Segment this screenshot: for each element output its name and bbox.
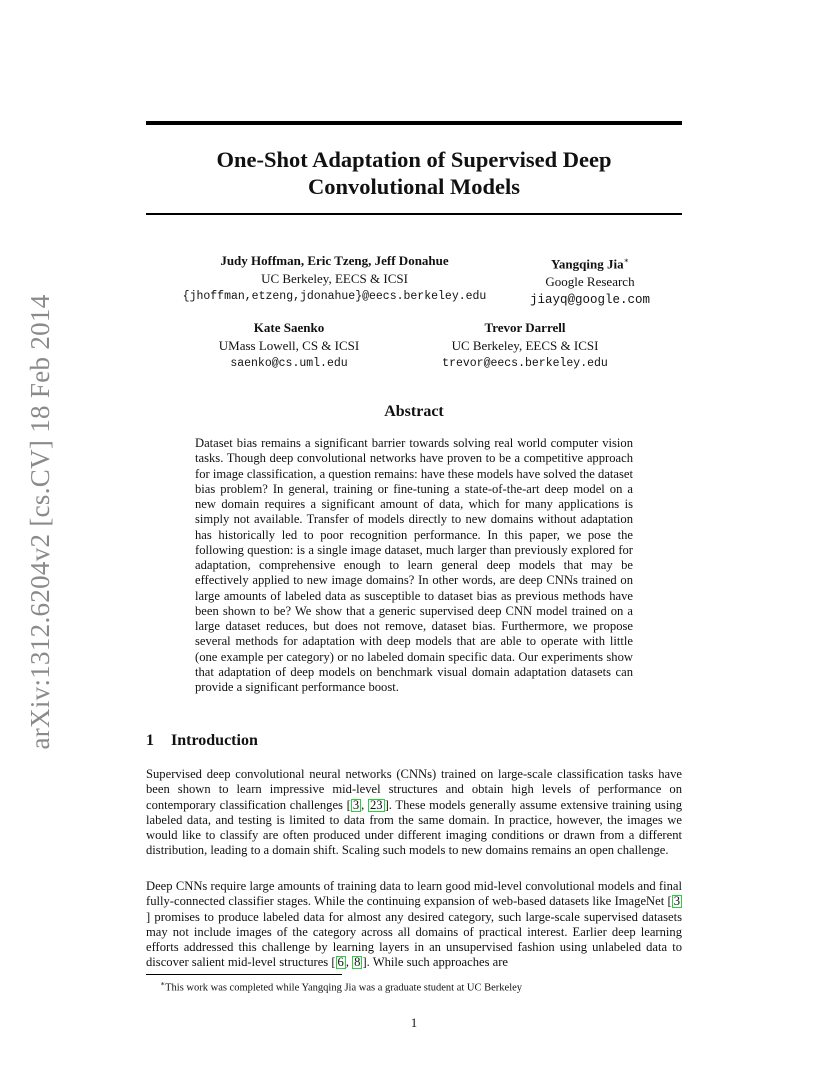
citation-link[interactable]: 3 — [352, 797, 360, 812]
author-names — [520, 252, 660, 273]
author-block-darrell — [432, 319, 618, 373]
author-block-berkeley — [162, 252, 507, 306]
paragraph-text: ] promises to produce labeled data for almost any desired category, such large-scale supervised datasets may not include images of the category across all domains of practical interest. Earlier deep learning efforts addressed this challenge by learning layers in an unsupervised fashion using unlabeled data to discover salient mid-level structures [ — [146, 909, 682, 970]
paragraph-text: ]. While such approaches are — [362, 955, 509, 970]
section-title: Introduction — [171, 732, 258, 749]
author-names: Kate Saenko — [253, 320, 325, 335]
footnote-text: This work was completed while Yangqing Jia was a graduate student at UC Berkeley — [165, 982, 523, 994]
paragraph-text: ]. These models generally assume extensive training using labeled data, and testing is limited to data from the same domain. In practice, however, the images we would like to classify are often produced under different imaging conditions or drawn from a different distribution, leading to a domain shift. Scaling such models to new domains remains an open challenge. — [146, 797, 682, 858]
author-email: {jhoffman,etzeng,jdonahue}@eecs.berkeley.edu — [182, 290, 487, 303]
author-email: saenko@cs.uml.edu — [230, 357, 348, 370]
intro-paragraph-1 — [146, 767, 682, 859]
title-line-2: Convolutional Models — [308, 174, 520, 199]
citation-link[interactable]: 3 — [673, 894, 680, 909]
title-top-rule — [146, 121, 682, 125]
intro-paragraph-2 — [146, 879, 682, 971]
author-affiliation: Google Research — [545, 274, 635, 290]
citation-link[interactable]: 23 — [369, 797, 383, 812]
author-names: Trevor Darrell — [484, 320, 566, 335]
author-names: Judy Hoffman, Eric Tzeng, Jeff Donahue — [220, 253, 449, 268]
section-number: 1 — [146, 732, 154, 749]
author-email: trevor@eecs.berkeley.edu — [442, 357, 608, 370]
arxiv-identifier-stamp — [20, 292, 60, 752]
abstract-text: Dataset bias remains a significant barrier towards solving real world computer vision tasks. Though deep convolutional networks have proven to be a competitive approach for image classification, a question remains: have these models have solved the dataset bias problem? In general, training or fine-tuning a state-of-the-art deep model on a new domain requires a significant amount of data, which for many applications is simply not available. Transfer of models directly to new domains without adaptation has historically led to poor recognition performance. In this paper, we pose the following question: is a single image dataset, much larger than previously explored for adaptation, comprehensive enough to learn general deep models that may be effectively applied to new image domains? In other words, are deep CNNs trained on large amounts of labeled data as susceptible to dataset bias as previous methods have been shown to be? We show that a generic supervised deep CNN model trained on a large dataset reduces, but does not remove, dataset bias. Furthermore, we propose several methods for adaptation with deep models that are able to operate with little (one example per category) or no labeled domain specific data. Our experiments show that adaptation of deep models on benchmark visual domain adaptation datasets can provide a significant performance boost. — [195, 436, 633, 694]
footnote-marker: ∗ — [160, 979, 166, 988]
paper-title — [146, 146, 682, 200]
page-number: 1 — [410, 1016, 418, 1030]
author-affiliation: UMass Lowell, CS & ICSI — [218, 338, 360, 353]
author-email: jiayq@google.com — [529, 293, 651, 308]
author-block-google — [520, 252, 660, 309]
footnote-marker: ∗ — [623, 256, 630, 265]
title-bottom-rule — [146, 213, 682, 215]
footnote-rule — [146, 974, 342, 975]
footnote — [146, 977, 682, 995]
author-affiliation: UC Berkeley, EECS & ICSI — [451, 338, 599, 353]
paragraph-text: Deep CNNs require large amounts of training data to learn good mid-level convolutional models and final fully-connected classifier stages. While the continuing expansion of web-based datasets like ImageNet [ — [146, 879, 682, 909]
author-block-umass — [200, 319, 378, 373]
title-line-1: One-Shot Adaptation of Supervised Deep — [216, 147, 612, 172]
paragraph-text: Supervised deep convolutional neural networks (CNNs) trained on large-scale classification tasks have been shown to learn impressive mid-level structures and obtain high levels of performance on contemporary classification challenges [ — [146, 767, 682, 812]
arxiv-stamp-text: arXiv:1312.6204v2 [cs.CV] 18 Feb 2014 — [25, 294, 55, 750]
abstract-heading: Abstract — [384, 403, 444, 420]
citation-link[interactable]: 8 — [354, 955, 361, 970]
author-affiliation: UC Berkeley, EECS & ICSI — [261, 271, 408, 286]
citation-link[interactable]: 6 — [337, 955, 344, 970]
citation-separator: , — [361, 797, 368, 812]
author-name: Yangqing Jia — [550, 256, 624, 272]
citation-separator: , — [345, 955, 353, 970]
section-heading-introduction — [146, 731, 682, 751]
